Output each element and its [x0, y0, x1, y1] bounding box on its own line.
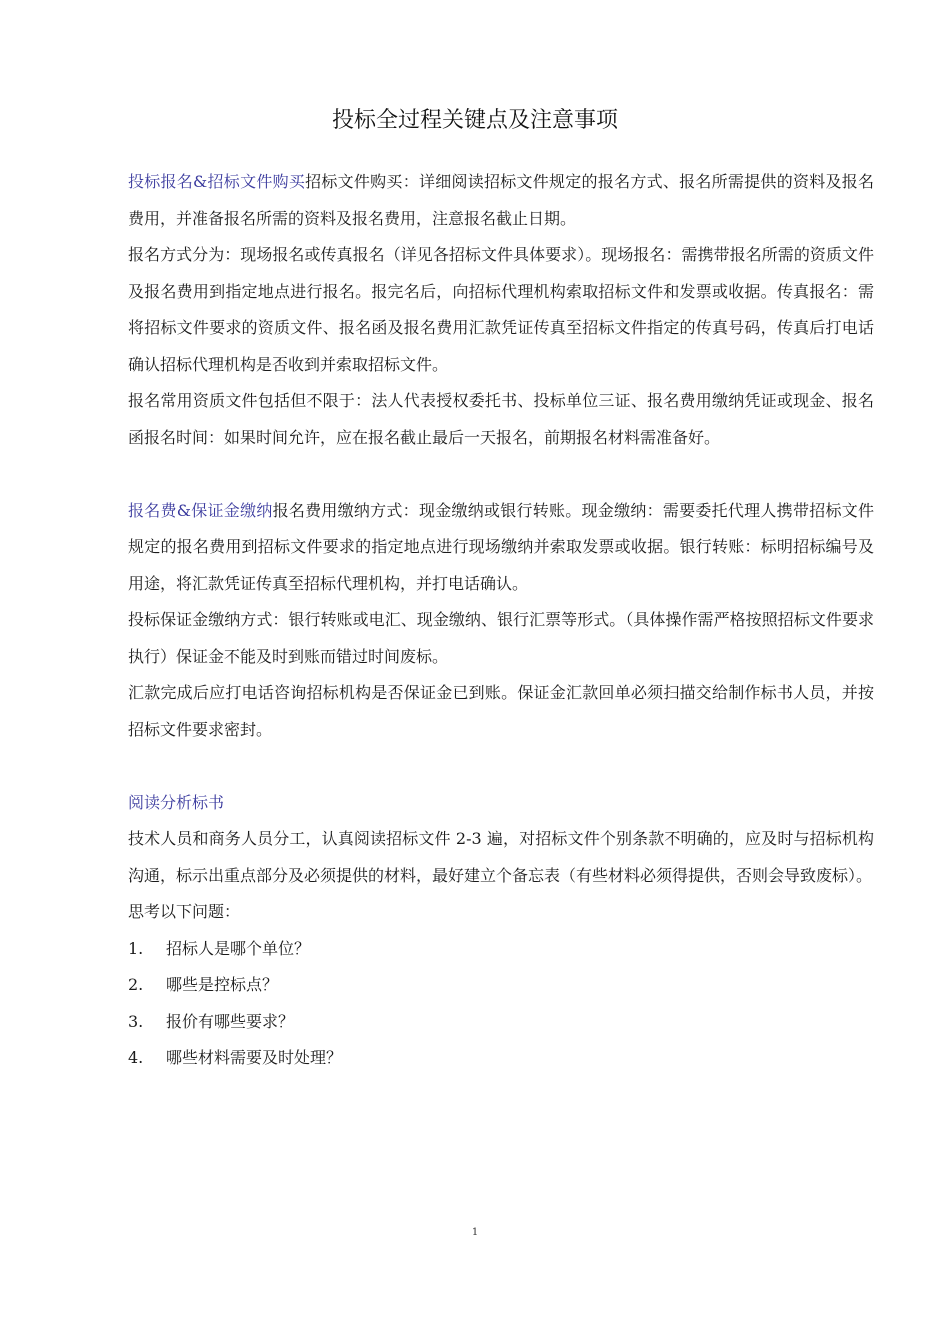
list-item-number: 4.	[128, 1048, 144, 1067]
list-item	[128, 967, 874, 1004]
list-item-text: 哪些材料需要及时处理？	[166, 1048, 343, 1067]
section-3-heading[interactable]: 阅读分析标书	[128, 792, 225, 812]
list-item	[128, 1004, 874, 1041]
section-spacer	[128, 748, 874, 785]
section-1-text-1: 招标文件购买：详细阅读招标文件规定的报名方式、报名所需提供的资料及报名费用，并准备报名所需的资料及报名费用，注意报名截止日期。	[128, 172, 874, 228]
section-3-paragraph-1: 技术人员和商务人员分工，认真阅读招标文件 2-3 遍，对招标文件个别条款不明确的，应及时与招标机构沟通，标示出重点部分及必须提供的材料，最好建立个备忘表（有些材料必须得提供，否则会导致废标）。	[128, 829, 874, 885]
list-item-text: 报价有哪些要求？	[166, 1011, 295, 1031]
section-1-paragraph-2: 报名方式分为：现场报名或传真报名（详见各招标文件具体要求）。现场报名：需携带报名所需的资质文件及报名费用到指定地点进行报名。报完名后，向招标代理机构索取招标文件和发票或收据。传真报名：需将招标文件要求的资质文件、报名函及报名费用汇款凭证传真至招标文件指定的传真号码，传真后打电话确认招标代理机构是否收到并索取招标文件。	[128, 245, 874, 374]
page-title: 投标全过程关键点及注意事项	[331, 108, 618, 133]
list-item-text: 招标人是哪个单位？	[166, 938, 311, 958]
list-item-number: 2.	[128, 975, 144, 994]
section-spacer	[128, 456, 874, 493]
list-item	[128, 931, 874, 968]
section-1-heading[interactable]: 投标报名&招标文件购买	[128, 172, 306, 191]
list-item-number: 1.	[128, 938, 144, 958]
page-number: 1	[471, 1227, 479, 1238]
section-2-paragraph-2: 投标保证金缴纳方式：银行转账或电汇、现金缴纳、银行汇票等形式。（具体操作需严格按照招标文件要求执行）保证金不能及时到账而错过时间废标。	[128, 610, 874, 666]
section-2-heading[interactable]: 报名费&保证金缴纳	[128, 500, 273, 520]
section-2-paragraph-3: 汇款完成后应打电话咨询招标机构是否保证金已到账。保证金汇款回单必须扫描交给制作标书人员，并按招标文件要求密封。	[128, 683, 874, 739]
section-1-paragraph-1	[128, 164, 874, 237]
list-item-text: 哪些是控标点？	[166, 975, 279, 994]
section-2-text-1: 报名费用缴纳方式：现金缴纳或银行转账。现金缴纳：需要委托代理人携带招标文件规定的报名费用到招标文件要求的指定地点进行现场缴纳并索取发票或收据。银行转账：标明招标编号及用途，将汇款凭证传真至招标代理机构，并打电话确认。	[128, 500, 874, 593]
section-1-paragraph-3: 报名常用资质文件包括但不限于：法人代表授权委托书、投标单位三证、报名费用缴纳凭证或现金、报名函报名时间：如果时间允许，应在报名截止最后一天报名，前期报名材料需准备好。	[128, 391, 874, 447]
section-2-paragraph-1	[128, 493, 874, 603]
list-item	[128, 1040, 874, 1077]
section-3-paragraph-2: 思考以下问题：	[128, 902, 241, 921]
section-3-heading-line	[128, 785, 874, 822]
list-item-number: 3.	[128, 1011, 144, 1031]
document-body	[128, 164, 874, 1077]
